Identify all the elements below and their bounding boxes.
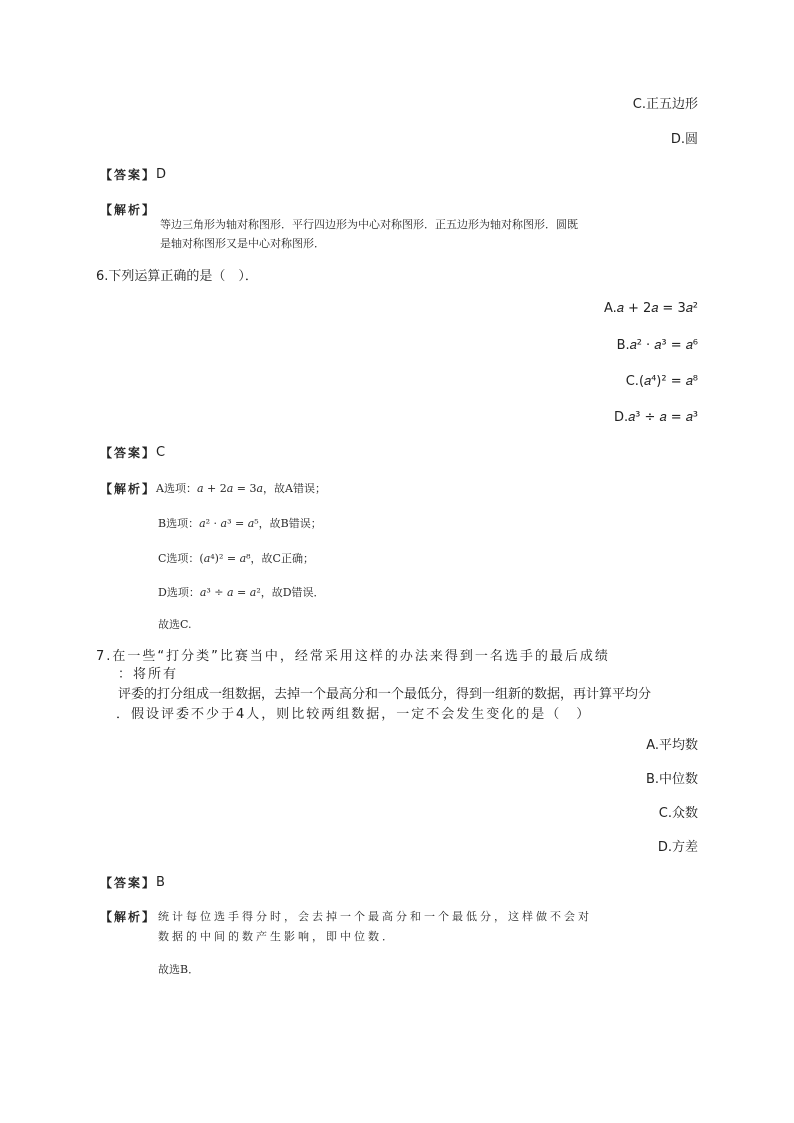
q6-explain-line-a: A选项：𝑎 + 2𝑎 = 3𝑎，故A错误； — [156, 482, 326, 495]
q6-answer-label: 【答案】 — [100, 446, 157, 460]
q6-explain-line-b: B选项：𝑎² · 𝑎³ = 𝑎⁵，故B错误； — [158, 517, 322, 530]
q7-conclusion: 故选B． — [158, 963, 200, 976]
q7-explain-line1: 统计每位选手得分时，会去掉一个最高分和一个最低分，这样做不会对 — [158, 910, 592, 923]
q7-option-c: C.众数 — [658, 806, 698, 821]
q7-stem-line2: ：将所有 — [118, 667, 179, 682]
q7-option-b: B.中位数 — [645, 772, 698, 787]
q6-explain-label: 【解析】 — [100, 482, 157, 496]
q7-stem-line3: 评委的打分组成一组数据，去掉一个最高分和一个最低分，得到一组新的数据，再计算平均分 — [118, 687, 652, 702]
q6-option-b: B.𝑎² · 𝑎³ = 𝑎⁶ — [616, 338, 698, 353]
q7-explain-line2: 数据的中间的数产生影响，即中位数． — [158, 930, 396, 943]
q6-option-d: D.𝑎³ ÷ 𝑎 = 𝑎³ — [613, 410, 698, 425]
q7-answer-label: 【答案】 — [100, 876, 157, 890]
q5-answer-label: 【答案】 — [100, 168, 157, 182]
q6-option-a: A.𝑎 + 2𝑎 = 3𝑎² — [603, 301, 698, 316]
q6-explain-line-d: D选项：𝑎³ ÷ 𝑎 = 𝑎²，故D错误． — [158, 586, 325, 599]
q6-explain-line-c: C选项：(𝑎⁴)² = 𝑎⁸，故C正确； — [158, 552, 314, 565]
q5-answer-value: D — [156, 167, 167, 182]
q6-stem: 6.下列运算正确的是（ ）． — [96, 269, 258, 284]
q6-option-c: C.(𝑎⁴)² = 𝑎⁸ — [625, 374, 698, 389]
q7-stem-line1: 7.在一些“打分类”比赛当中，经常采用这样的办法来得到一名选手的最后成绩 — [96, 649, 610, 664]
q5-explain-line1: 等边三角形为轴对称图形．平行四边形为中心对称图形．正五边形为轴对称图形．圆既 — [160, 218, 578, 231]
q6-conclusion: 故选C. — [158, 618, 192, 631]
q7-option-a: A.平均数 — [646, 738, 698, 753]
q6-answer-value: C — [156, 445, 166, 460]
q7-option-d: D.方差 — [657, 840, 698, 855]
q7-answer-value: B — [156, 875, 165, 890]
q7-stem-line4: ．假设评委不少于4人，则比较两组数据，一定不会发生变化的是（ ） — [116, 707, 592, 722]
q7-explain-label: 【解析】 — [100, 910, 157, 924]
q5-option-d: D.圆 — [670, 132, 698, 147]
q5-option-c: C.正五边形 — [632, 97, 698, 112]
q5-explain-line2: 是轴对称图形又是中心对称图形． — [160, 237, 325, 250]
q5-explain-label: 【解析】 — [100, 203, 157, 217]
